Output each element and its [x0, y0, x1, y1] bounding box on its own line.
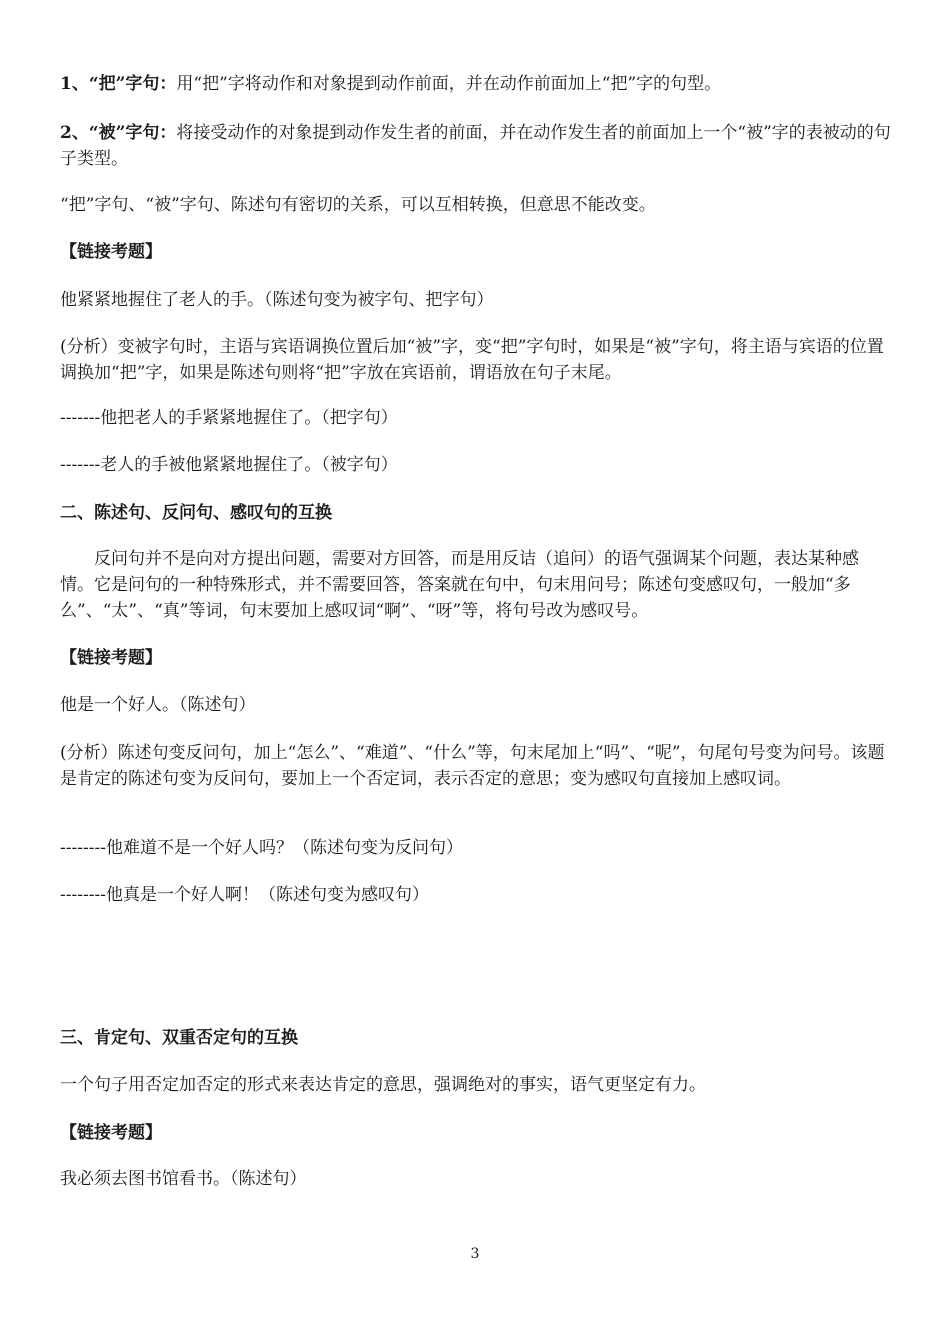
- bei-text: 将接受动作的对象提到动作发生者的前面，并在动作发生者的前面加上一个“被”字的表被动的句子类型。: [60, 123, 891, 169]
- relation-text: “把”字句、“被”字句、陈述句有密切的关系，可以互相转换，但意思不能改变。: [60, 195, 656, 215]
- link-heading-3: 【链接考题】: [60, 1123, 162, 1143]
- analysis-2: (分析）陈述句变反问句，加上“怎么”、“难道”、“什么”等，句末尾加上“吗”、“呢”，句尾句号变为问号。该题是肯定的陈述句变为反问句，要加上一个否定词，表示否定的意思；变为感叹句直接加上感叹词。: [60, 743, 885, 789]
- section-2-heading: 二、陈述句、反问句、感叹句的互换: [60, 503, 332, 523]
- question-2: 他是一个好人。（陈述句）: [60, 695, 256, 715]
- ba-label: 1、“把”字句：: [60, 74, 177, 94]
- bei-definition: [60, 120, 892, 172]
- answer-2a: --------他难道不是一个好人吗？（陈述句变为反问句）: [60, 838, 463, 858]
- question-3: 我必须去图书馆看书。（陈述句）: [60, 1169, 307, 1189]
- section-3-heading: 三、肯定句、双重否定句的互换: [60, 1028, 298, 1048]
- page-number: 3: [470, 1246, 480, 1262]
- ba-text: 用“把”字将动作和对象提到动作前面，并在动作前面加上“把”字的句型。: [176, 74, 722, 94]
- section-2-paragraph: 反问句并不是向对方提出问题，需要对方回答，而是用反诘（追问）的语气强调某个问题，表达某种感情。它是问句的一种特殊形式，并不需要回答，答案就在句中，句末用问号；陈述句变感叹句，一般加“多么”、“太”、“真”等词，句末要加上感叹词“啊”、“呀”等，将句号改为感叹号。: [60, 549, 859, 621]
- bei-label: 2、“被”字句：: [60, 123, 177, 143]
- analysis-1: (分析）变被字句时，主语与宾语调换位置后加“被”字，变“把”字句时，如果是“被”字句，将主语与宾语的位置调换加“把”字，如果是陈述句则将“把”字放在宾语前，谓语放在句子末尾。: [60, 337, 884, 383]
- question-1: 他紧紧地握住了老人的手。（陈述句变为被字句、把字句）: [60, 290, 494, 310]
- answer-1a: -------他把老人的手紧紧地握住了。（把字句）: [60, 408, 398, 428]
- answer-2b: --------他真是一个好人啊！（陈述句变为感叹句）: [60, 885, 429, 905]
- link-heading-1: 【链接考题】: [60, 242, 162, 262]
- section-3-paragraph: 一个句子用否定加否定的形式来表达肯定的意思，强调绝对的事实，语气更坚定有力。: [60, 1075, 706, 1095]
- link-heading-2: 【链接考题】: [60, 648, 162, 668]
- answer-1b: -------老人的手被他紧紧地握住了。（被字句）: [60, 455, 398, 475]
- ba-definition: [60, 71, 892, 97]
